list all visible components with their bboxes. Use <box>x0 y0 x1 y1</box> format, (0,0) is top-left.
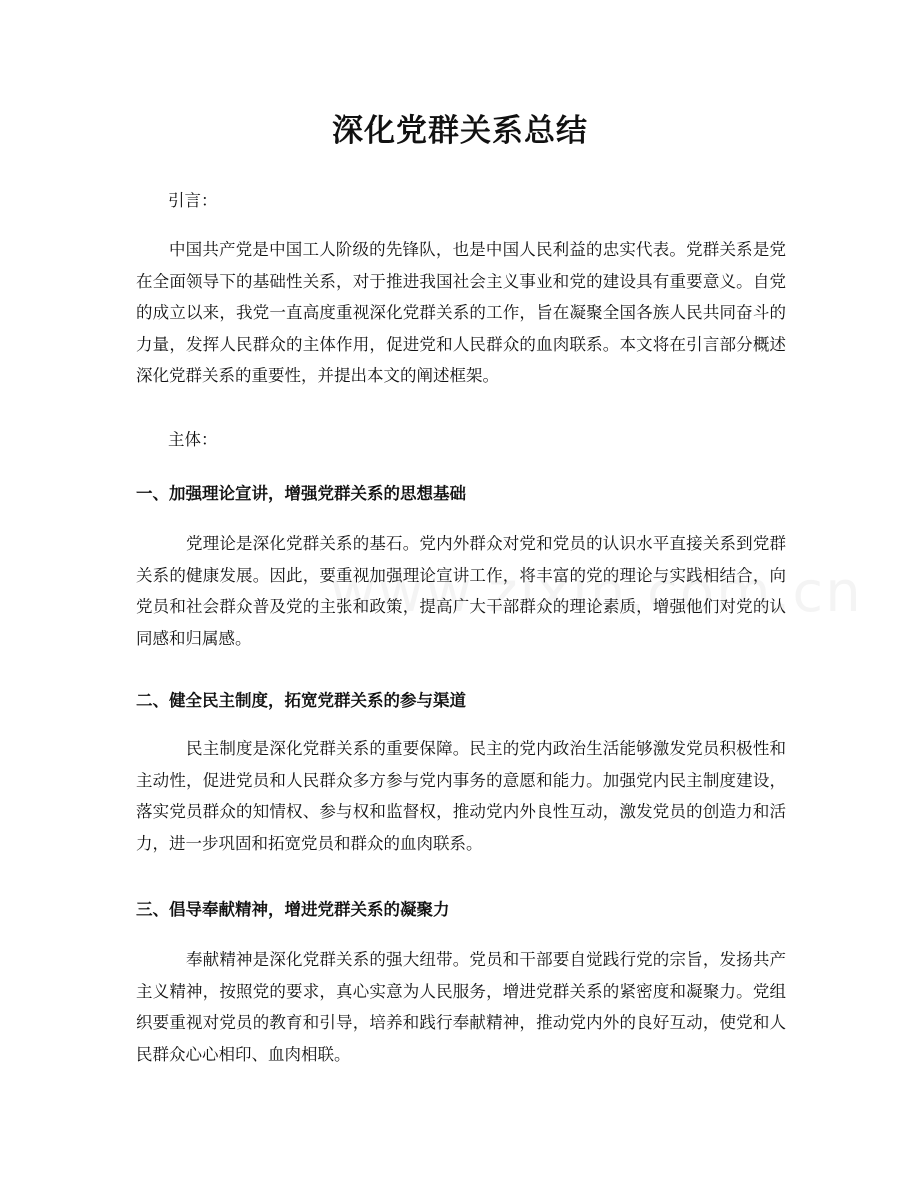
section-heading-2: 二、健全民主制度，拓宽党群关系的参与渠道 <box>136 691 466 710</box>
section-paragraph-2: 民主制度是深化党群关系的重要保障。民主的党内政治生活能够激发党员积极性和主动性，促进党员和人民群众多方参与党内事务的意愿和能力。加强党内民主制度建设，落实党员群众的知情权、参与权和监督权，推动党内外良性互动，激发党员的创造力和活力，进一步巩固和拓宽党员和群众的血肉联系。 <box>136 739 786 853</box>
section-heading-1: 一、加强理论宣讲，增强党群关系的思想基础 <box>136 484 466 503</box>
document-title: 深化党群关系总结 <box>332 113 588 149</box>
intro-paragraph: 中国共产党是中国工人阶级的先锋队，也是中国人民利益的忠实代表。党群关系是党在全面领导下的基础性关系，对于推进我国社会主义事业和党的建设具有重要意义。自党的成立以来，我党一直高度重视深化党群关系的工作，旨在凝聚全国各族人民共同奋斗的力量，发挥人民群众的主体作用，促进党和人民群众的血肉联系。本文将在引言部分概述深化党群关系的重要性，并提出本文的阐述框架。 <box>136 240 786 385</box>
section-paragraph-3: 奉献精神是深化党群关系的强大纽带。党员和干部要自觉践行党的宗旨，发扬共产主义精神，按照党的要求，真心实意为人民服务，增进党群关系的紧密度和凝聚力。党组织要重视对党员的教育和引导，培养和践行奉献精神，推动党内外的良好互动，使党和人民群众心心相印、血肉相联。 <box>136 950 786 1064</box>
intro-label: 引言： <box>168 191 218 210</box>
body-label: 主体： <box>168 430 218 449</box>
section-heading-3: 三、倡导奉献精神，增进党群关系的凝聚力 <box>136 900 450 919</box>
section-paragraph-1: 党理论是深化党群关系的基石。党内外群众对党和党员的认识水平直接关系到党群关系的健康发展。因此，要重视加强理论宣讲工作，将丰富的党的理论与实践相结合，向党员和社会群众普及党的主张和政策，提高广大干部群众的理论素质，增强他们对党的认同感和归属感。 <box>136 534 786 648</box>
